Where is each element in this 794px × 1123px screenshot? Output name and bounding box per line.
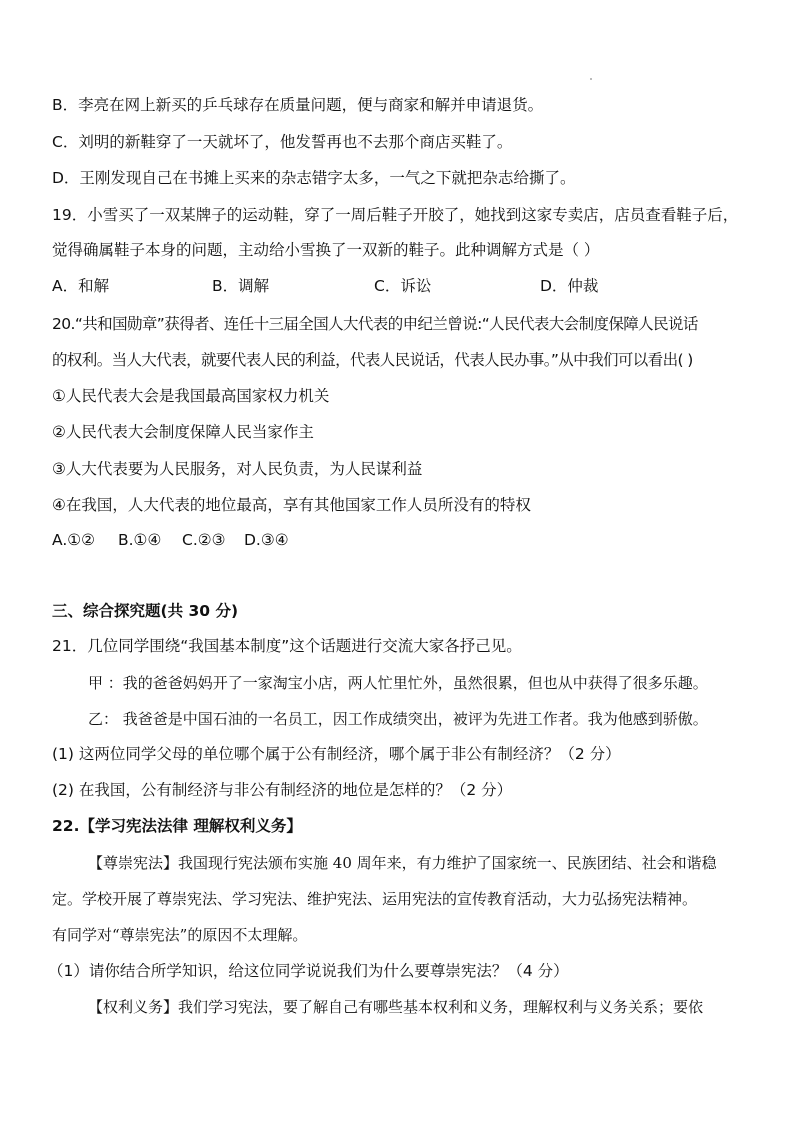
q18-option-d: D．王刚发现自己在书摊上买来的杂志错字太多，一气之下就把杂志给撕了。 (52, 169, 576, 187)
q19-option-d: D．仲裁 (540, 277, 599, 295)
q19-stem-line2: 觉得确属鞋子本身的问题，主动给小雪换了一双新的鞋子。此种调解方式是（ ） (52, 241, 600, 259)
q22-para1-line2: 定。学校开展了尊崇宪法、学习宪法、维护宪法、运用宪法的宣传教育活动，大力弘扬宪法精神。 (52, 890, 698, 908)
q20-stem-line1: 20.“共和国勋章”获得者、连任十三届全国人大代表的申纪兰曾说:“人民代表大会制度保障人民说话 (52, 315, 698, 333)
q18-option-c: C．刘明的新鞋穿了一天就坏了，他发誓再也不去那个商店买鞋了。 (52, 133, 513, 151)
q22-para1-line1: 【尊崇宪法】我国现行宪法颁布实施 40 周年来，有力维护了国家统一、民族团结、社会和谐稳 (88, 854, 717, 872)
q22-para1-line3: 有同学对“尊崇宪法”的原因不太理解。 (52, 926, 308, 944)
q19-option-a: A．和解 (52, 277, 110, 295)
q21-subquestion-1: (1) 这两位同学父母的单位哪个属于公有制经济，哪个属于非公有制经济？（2 分） (52, 745, 621, 763)
q19-options (52, 275, 758, 297)
q21-subquestion-2: (2) 在我国，公有制经济与非公有制经济的地位是怎样的？（2 分） (52, 781, 513, 799)
q20-item-1: ①人民代表大会是我国最高国家权力机关 (52, 387, 330, 405)
q20-option-c: C.②③ (182, 531, 226, 549)
q20-item-2: ②人民代表大会制度保障人民当家作主 (52, 423, 314, 441)
scan-speck (590, 78, 592, 80)
q20-item-3: ③人大代表要为人民服务，对人民负责，为人民谋利益 (52, 460, 423, 478)
q19-option-b: B．调解 (212, 277, 270, 295)
q20-option-a: A.①② (52, 531, 96, 549)
q18-option-b: B．李亮在网上新买的乒乓球存在质量问题，便与商家和解并申请退货。 (52, 96, 544, 114)
q22-para2-line1: 【权利义务】我们学习宪法，要了解自己有哪些基本权利和义务，理解权利与义务关系；要依 (88, 998, 704, 1016)
q21-student-yi: 乙： 我爸爸是中国石油的一名员工，因工作成绩突出，被评为先进工作者。我为他感到骄傲。 (88, 710, 708, 728)
q21-intro: 21．几位同学围绕“我国基本制度”这个话题进行交流大家各抒己见。 (52, 637, 522, 655)
q22-title: 22.【学习宪法法律 理解权利义务】 (52, 817, 302, 835)
q19-option-c: C．诉讼 (374, 277, 432, 295)
q22-subquestion-1: （1）请你结合所学知识，给这位同学说说我们为什么要尊崇宪法？（4 分） (48, 962, 569, 980)
q21-student-jia: 甲 ：我的爸爸妈妈开了一家淘宝小店，两人忙里忙外，虽然很累，但也从中获得了很多乐趣。 (88, 674, 708, 692)
q20-option-d: D.③④ (244, 531, 289, 549)
q20-options (52, 529, 758, 551)
q20-option-b: B.①④ (118, 531, 162, 549)
q19-stem-line1: 19．小雪买了一双某牌子的运动鞋，穿了一周后鞋子开胶了，她找到这家专卖店，店员查看鞋子后， (52, 206, 739, 224)
q20-item-4: ④在我国，人大代表的地位最高，享有其他国家工作人员所没有的特权 (52, 496, 531, 514)
section-heading: 三、综合探究题(共 30 分) (52, 602, 239, 620)
q20-stem-line2: 的权利。当人大代表，就要代表人民的利益，代表人民说话，代表人民办事。”从中我们可以看出( ) (52, 351, 693, 369)
